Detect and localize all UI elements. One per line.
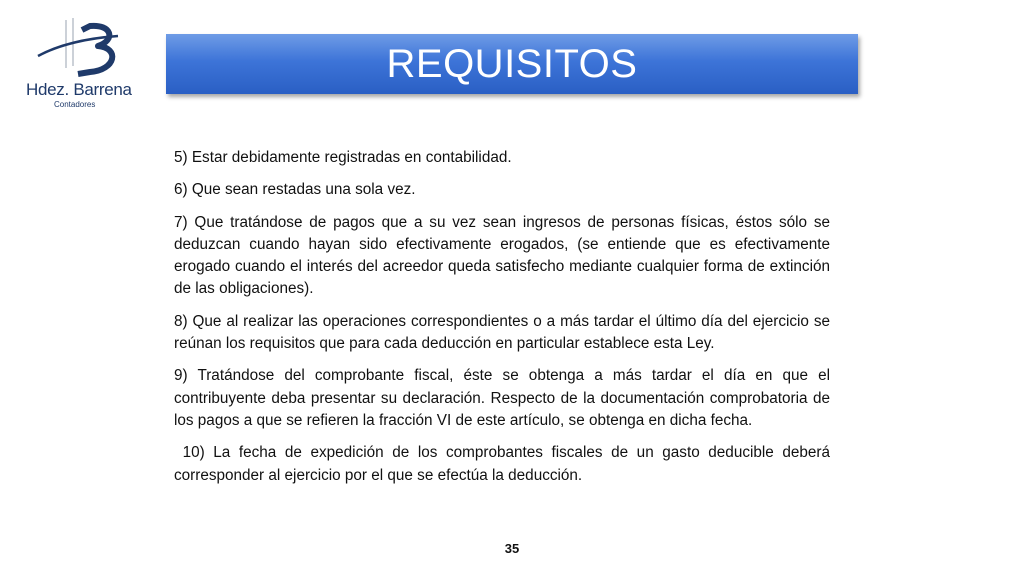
- title-banner: [166, 34, 858, 94]
- logo-subtitle: Contadores: [54, 100, 96, 109]
- requirement-item-7: 7) Que tratándose de pagos que a su vez sean ingresos de personas físicas, éstos sólo se deduzcan cuando hayan sido efectivamente erogados, (se entiende que es efectivamente erogado cuando el interés del acreedor queda satisfecho mediante cualquier forma de extinción de las obligaciones).: [174, 213, 830, 298]
- requirement-item-8: 8) Que al realizar las operaciones correspondientes o a más tardar el último día del ejercicio se reúnan los requisitos que para cada deducción en particular establece esta Ley.: [174, 312, 830, 353]
- requirement-item-6: 6) Que sean restadas una sola vez.: [174, 181, 416, 199]
- logo-name: Hdez. Barrena: [26, 80, 132, 99]
- requirement-item-9: 9) Tratándose del comprobante fiscal, éste se obtenga a más tardar el día en que el contribuyente deba presentar su declaración. Respecto de la documentación comprobatoria de los pagos a que se refieren la fracción VI de este artículo, se obtenga en dicha fecha.: [174, 367, 830, 429]
- requirement-item-10: 10) La fecha de expedición de los comprobantes fiscales de un gasto deducible deberá corresponder al ejercicio por el que se efectúa la deducción.: [174, 444, 835, 484]
- page-number: 35: [504, 541, 520, 556]
- hb-monogram-icon: [20, 16, 140, 86]
- requirements-list: [174, 147, 835, 497]
- slide-title: REQUISITOS: [386, 41, 638, 86]
- company-logo: [20, 16, 140, 116]
- requirement-item-5: 5) Estar debidamente registradas en contabilidad.: [174, 149, 512, 166]
